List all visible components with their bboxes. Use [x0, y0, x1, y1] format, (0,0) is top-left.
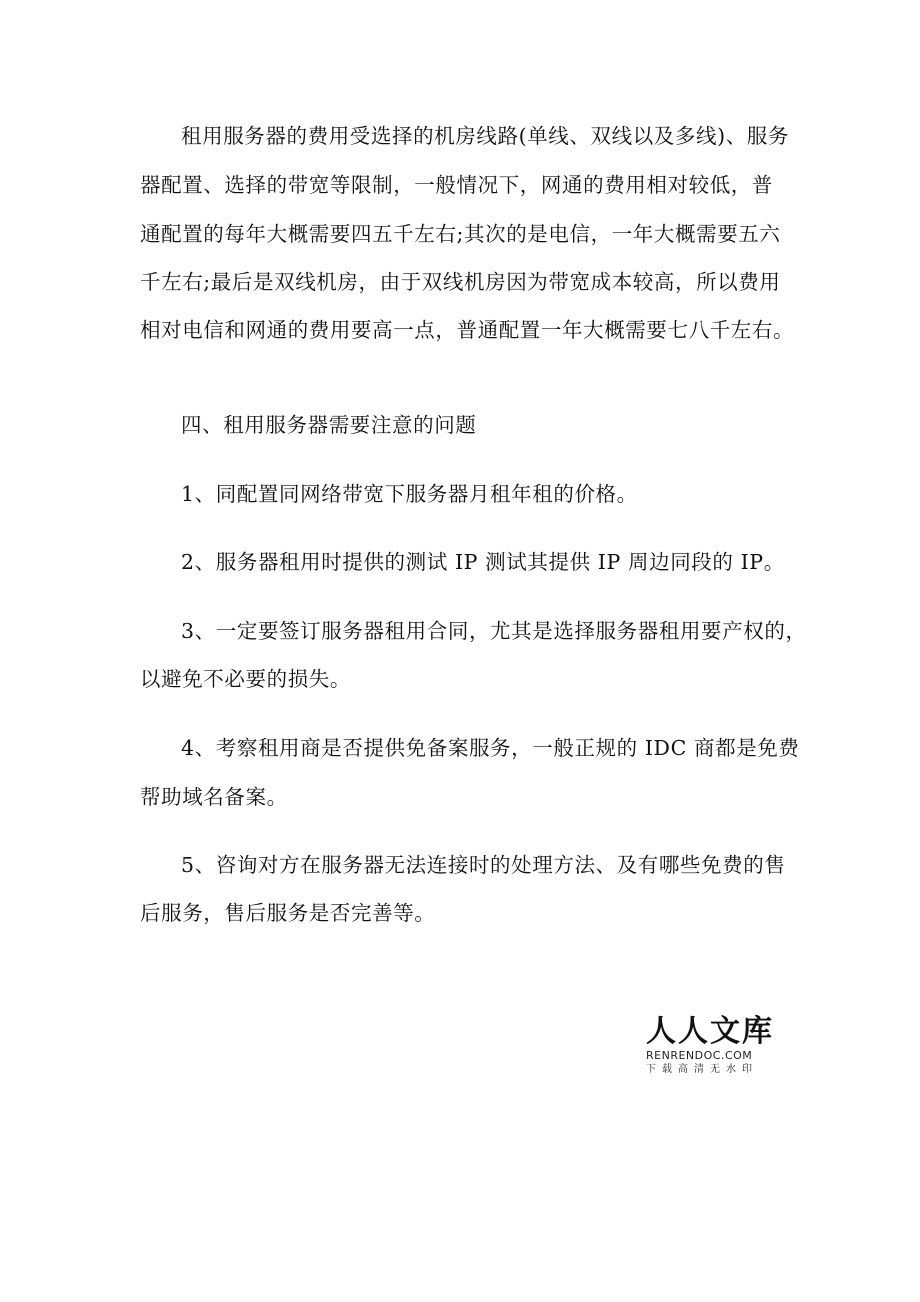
watermark-tagline: 下载高清无水印: [646, 1064, 758, 1075]
list-item-line: 以避免不必要的损失。: [140, 667, 351, 691]
paragraph-line: 相对电信和网通的费用要高一点，普通配置一年大概需要七八千左右。: [140, 318, 795, 342]
list-item-2: 2、服务器租用时提供的测试 IP 测试其提供 IP 周边同段的 IP。: [181, 550, 785, 574]
paragraph-line: 通配置的每年大概需要四五千左右;其次的是电信，一年大概需要五六: [140, 222, 781, 246]
watermark-title: 人人文库: [646, 1014, 774, 1049]
watermark-logo: [646, 1015, 774, 1076]
list-item-line: 3、一定要签订服务器租用合同，尤其是选择服务器租用要产权的，: [181, 619, 807, 643]
list-item-line: 后服务，售后服务是否完善等。: [140, 901, 436, 925]
list-item-line: 帮助域名备案。: [140, 785, 288, 809]
paragraph-line: 租用服务器的费用受选择的机房线路(单线、双线以及多线)、服务: [181, 124, 789, 148]
paragraph-line: 器配置、选择的带宽等限制，一般情况下，网通的费用相对较低，普: [140, 173, 773, 197]
list-item-1: 1、同配置同网络带宽下服务器月租年租的价格。: [181, 482, 638, 506]
section-heading: 四、租用服务器需要注意的问题: [181, 413, 477, 437]
paragraph-line: 千左右;最后是双线机房，由于双线机房因为带宽成本较高，所以费用: [140, 270, 781, 294]
watermark-url: RENRENDOC.COM: [646, 1049, 753, 1062]
list-item-line: 5、咨询对方在服务器无法连接时的处理方法、及有哪些免费的售: [181, 853, 786, 877]
list-item-line: 4、考察租用商是否提供免备案服务，一般正规的 IDC 商都是免费: [181, 736, 800, 760]
